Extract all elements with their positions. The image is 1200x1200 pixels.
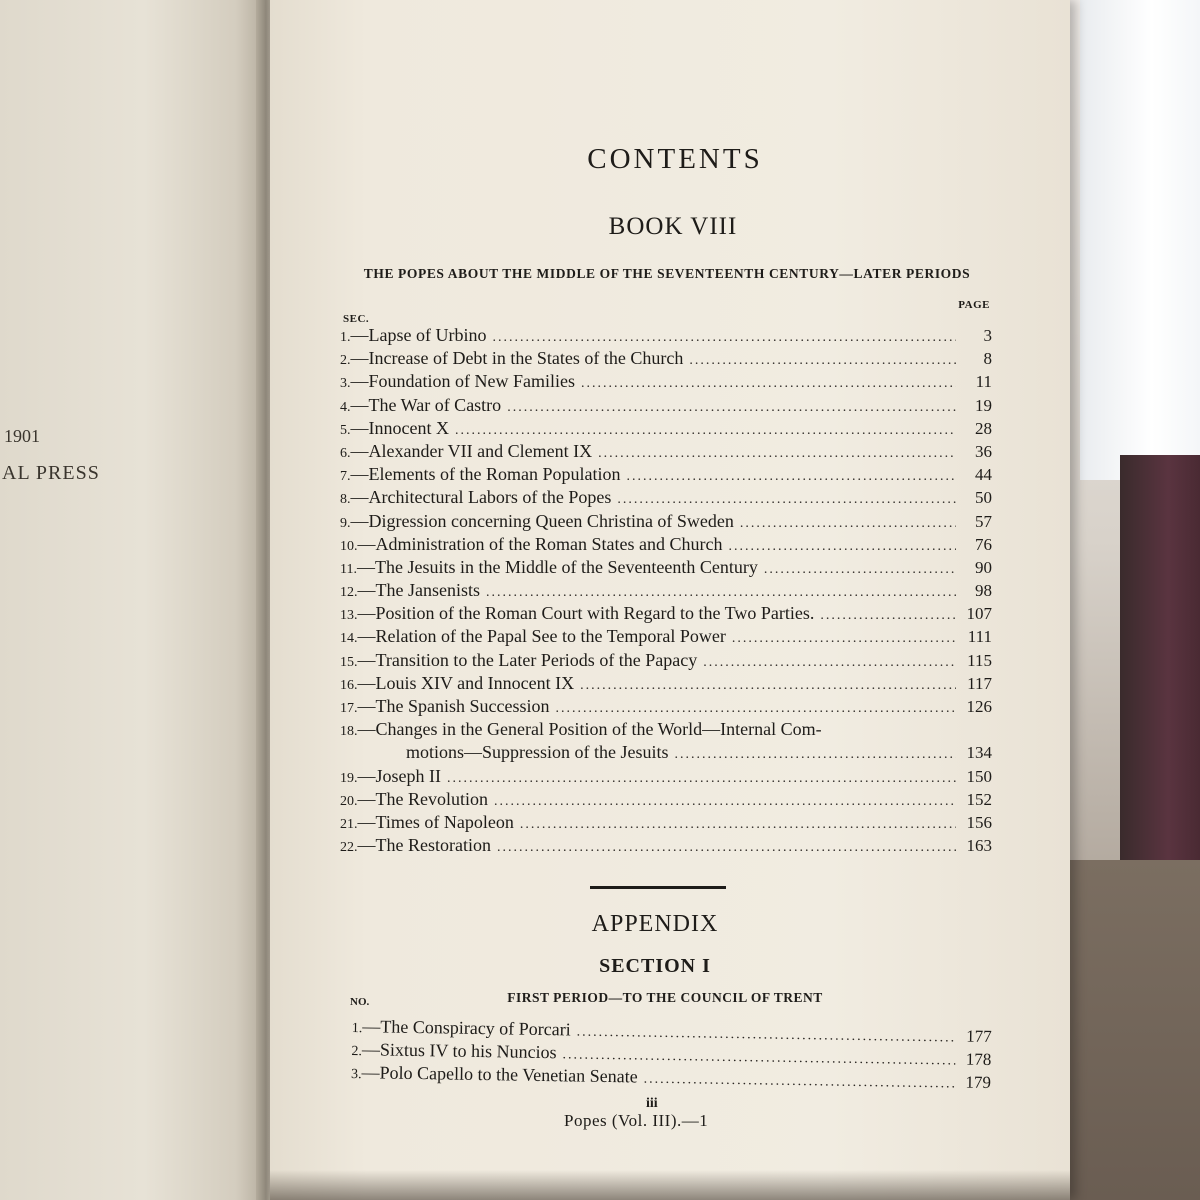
section-heading: SECTION I (599, 955, 711, 977)
toc-entry (340, 510, 992, 533)
toc-entry (340, 765, 992, 788)
entry-title: —The Revolution (357, 788, 488, 809)
entry-number: 21. (340, 816, 358, 832)
entry-title: —The Jesuits in the Middle of the Seventeenth Century (356, 556, 758, 577)
dot-leader (689, 349, 956, 372)
entry-number: 4. (340, 399, 351, 415)
entry-title: —Position of the Roman Court with Regard to the Two Parties. (357, 603, 815, 624)
entry-title: —Times of Napoleon (357, 811, 514, 832)
entry-page-number: 8 (983, 349, 992, 369)
entry-title: —Alexander VII and Clement IX (350, 440, 593, 461)
toc-entry (340, 602, 992, 625)
left-page-year: 1901 (4, 426, 40, 446)
entry-number: 18. (340, 724, 358, 740)
entry-number: 8. (340, 492, 351, 508)
toc-entry (340, 625, 992, 648)
toc-entry (340, 579, 992, 602)
entry-number: 5. (340, 422, 351, 438)
entry-page-number: 76 (975, 534, 992, 554)
book-title: BOOK VIII (608, 213, 738, 240)
entry-page-number: 163 (966, 836, 992, 856)
page-title: CONTENTS (587, 143, 763, 175)
dot-leader (732, 627, 956, 650)
entry-title: —Polo Capello to the Venetian Senate (361, 1062, 638, 1087)
appendix-list (351, 1015, 992, 1095)
toc-entry (340, 811, 992, 834)
toc-entry (340, 463, 992, 486)
entry-page-number: 179 (965, 1073, 992, 1093)
entry-page-number: 98 (975, 581, 992, 601)
entry-title: —Sixtus IV to his Nuncios (361, 1039, 557, 1063)
entry-page-number: 57 (975, 511, 992, 531)
entry-number: 2. (351, 1044, 363, 1060)
dot-leader (555, 697, 956, 720)
entry-number: 13. (340, 608, 358, 624)
entry-title: —The War of Castro (350, 394, 502, 415)
entry-number: 19. (340, 770, 358, 786)
toc-entry (340, 672, 992, 695)
entry-page-number: 3 (983, 326, 992, 345)
entry-title: —The Conspiracy of Porcari (362, 1016, 571, 1040)
entry-page-number: 44 (975, 465, 992, 485)
dot-leader (520, 813, 956, 836)
dot-leader (492, 326, 956, 349)
dot-leader (820, 604, 956, 627)
dot-leader (764, 558, 956, 581)
entry-title: —Innocent X (350, 417, 449, 438)
toc-entry (340, 788, 992, 811)
entry-number: 1. (340, 330, 351, 345)
entry-page-number: 111 (967, 627, 992, 647)
entry-page-number: 178 (965, 1049, 992, 1070)
dot-leader (626, 465, 956, 488)
book-subheading: THE POPES ABOUT THE MIDDLE OF THE SEVENTEENTH CENTURY—LATER PERIODS (363, 266, 971, 281)
entry-title: —Increase of Debt in the States of the Church (350, 348, 684, 369)
page-shadow (270, 1170, 1070, 1200)
toc-entry (340, 347, 992, 370)
entry-title: —Relation of the Papal See to the Temporal Power (357, 626, 726, 647)
entry-page-number: 126 (966, 697, 992, 716)
entry-page-number: 177 (966, 1026, 992, 1047)
entry-page-number: 115 (967, 650, 992, 670)
entry-title: —Lapse of Urbino (350, 325, 487, 345)
entry-page-number: 28 (975, 418, 992, 438)
dot-leader (580, 674, 956, 697)
period-heading: FIRST PERIOD—TO THE COUNCIL OF TRENT (507, 990, 823, 1005)
entry-title: —Digression concerning Queen Christina of Sweden (350, 510, 734, 531)
toc-entry (340, 556, 992, 579)
entry-page-number: 50 (975, 488, 992, 508)
dot-leader (675, 743, 956, 766)
entry-page-number: 152 (966, 789, 992, 809)
entry-title: —Architectural Labors of the Popes (350, 487, 612, 508)
entry-number: 11. (340, 561, 357, 577)
entry-number: 14. (340, 631, 358, 647)
entry-title: —Administration of the Roman States and Church (357, 533, 723, 554)
toc-entry (340, 417, 992, 440)
toc-entry (340, 718, 992, 741)
entry-number: 9. (340, 515, 351, 531)
toc-entry (340, 370, 992, 393)
dot-leader (581, 372, 956, 395)
entry-number: 10. (340, 538, 358, 554)
left-page (0, 0, 262, 1200)
entry-page-number: 36 (975, 441, 992, 461)
entry-number: 12. (340, 585, 358, 601)
entry-title: —Elements of the Roman Population (350, 464, 621, 485)
entry-number: 17. (340, 701, 358, 716)
dot-leader (703, 651, 956, 674)
divider-rule (590, 886, 726, 889)
dot-leader (598, 442, 956, 465)
dot-leader (486, 581, 956, 604)
background-window-light (1080, 0, 1200, 480)
toc-entry (340, 440, 992, 463)
entry-title: —The Jansenists (357, 580, 480, 601)
entry-title: —Transition to the Later Periods of the Papacy (357, 649, 698, 670)
entry-number: 3. (350, 1067, 362, 1083)
entry-title: —The Restoration (357, 835, 491, 856)
entry-title: —Louis XIV and Innocent IX (357, 672, 575, 693)
entry-title: —The Spanish Succession (357, 696, 550, 716)
page-number: iii (646, 1096, 658, 1111)
dot-leader (728, 535, 956, 558)
entry-number: 1. (351, 1020, 363, 1037)
number-column-label: NO. (350, 996, 370, 1008)
entry-page-number: 107 (966, 604, 992, 624)
toc-entry (340, 324, 992, 347)
entry-number: 22. (340, 840, 358, 856)
dot-leader (497, 836, 956, 859)
dot-leader (643, 1068, 955, 1096)
dot-leader (447, 767, 956, 790)
toc-entry (340, 394, 992, 417)
entry-page-number: 117 (967, 673, 992, 693)
entry-title: —Joseph II (357, 765, 441, 786)
appendix-heading: APPENDIX (591, 911, 719, 937)
toc-entry (340, 486, 992, 509)
dot-leader (507, 396, 956, 419)
entry-number: 2. (340, 353, 351, 369)
dot-leader (740, 512, 956, 535)
entry-number: 20. (340, 793, 358, 809)
left-page-press: AL PRESS (2, 462, 100, 484)
signature-mark: Popes (Vol. III).—1 (564, 1111, 709, 1130)
dot-leader (455, 419, 956, 442)
entry-title: —Changes in the General Position of the World—Internal Com- (357, 719, 822, 740)
entry-title: —Foundation of New Families (350, 371, 575, 392)
entry-page-number: 90 (975, 557, 992, 577)
entry-title: motions—Suppression of the Jesuits (406, 742, 669, 763)
entry-page-number: 19 (975, 395, 992, 415)
entry-page-number: 156 (966, 812, 992, 832)
entry-number: 16. (340, 677, 358, 693)
entry-page-number: 11 (975, 372, 992, 392)
toc-entry (340, 649, 992, 672)
entry-number: 3. (340, 376, 351, 392)
toc-entry (340, 741, 992, 764)
section-column-label: SEC. (343, 313, 370, 325)
toc-entry (340, 834, 992, 857)
dot-leader (617, 488, 956, 511)
page-column-label: PAGE (958, 299, 990, 311)
entry-page-number: 150 (966, 766, 992, 786)
entry-number: 7. (340, 469, 351, 485)
contents-list (340, 324, 992, 857)
entry-page-number: 134 (966, 743, 992, 763)
dot-leader (494, 790, 956, 813)
entry-number: 6. (340, 445, 351, 461)
entry-number: 15. (340, 654, 358, 670)
toc-entry (340, 533, 992, 556)
toc-entry (340, 695, 992, 718)
background-book (1120, 455, 1200, 875)
